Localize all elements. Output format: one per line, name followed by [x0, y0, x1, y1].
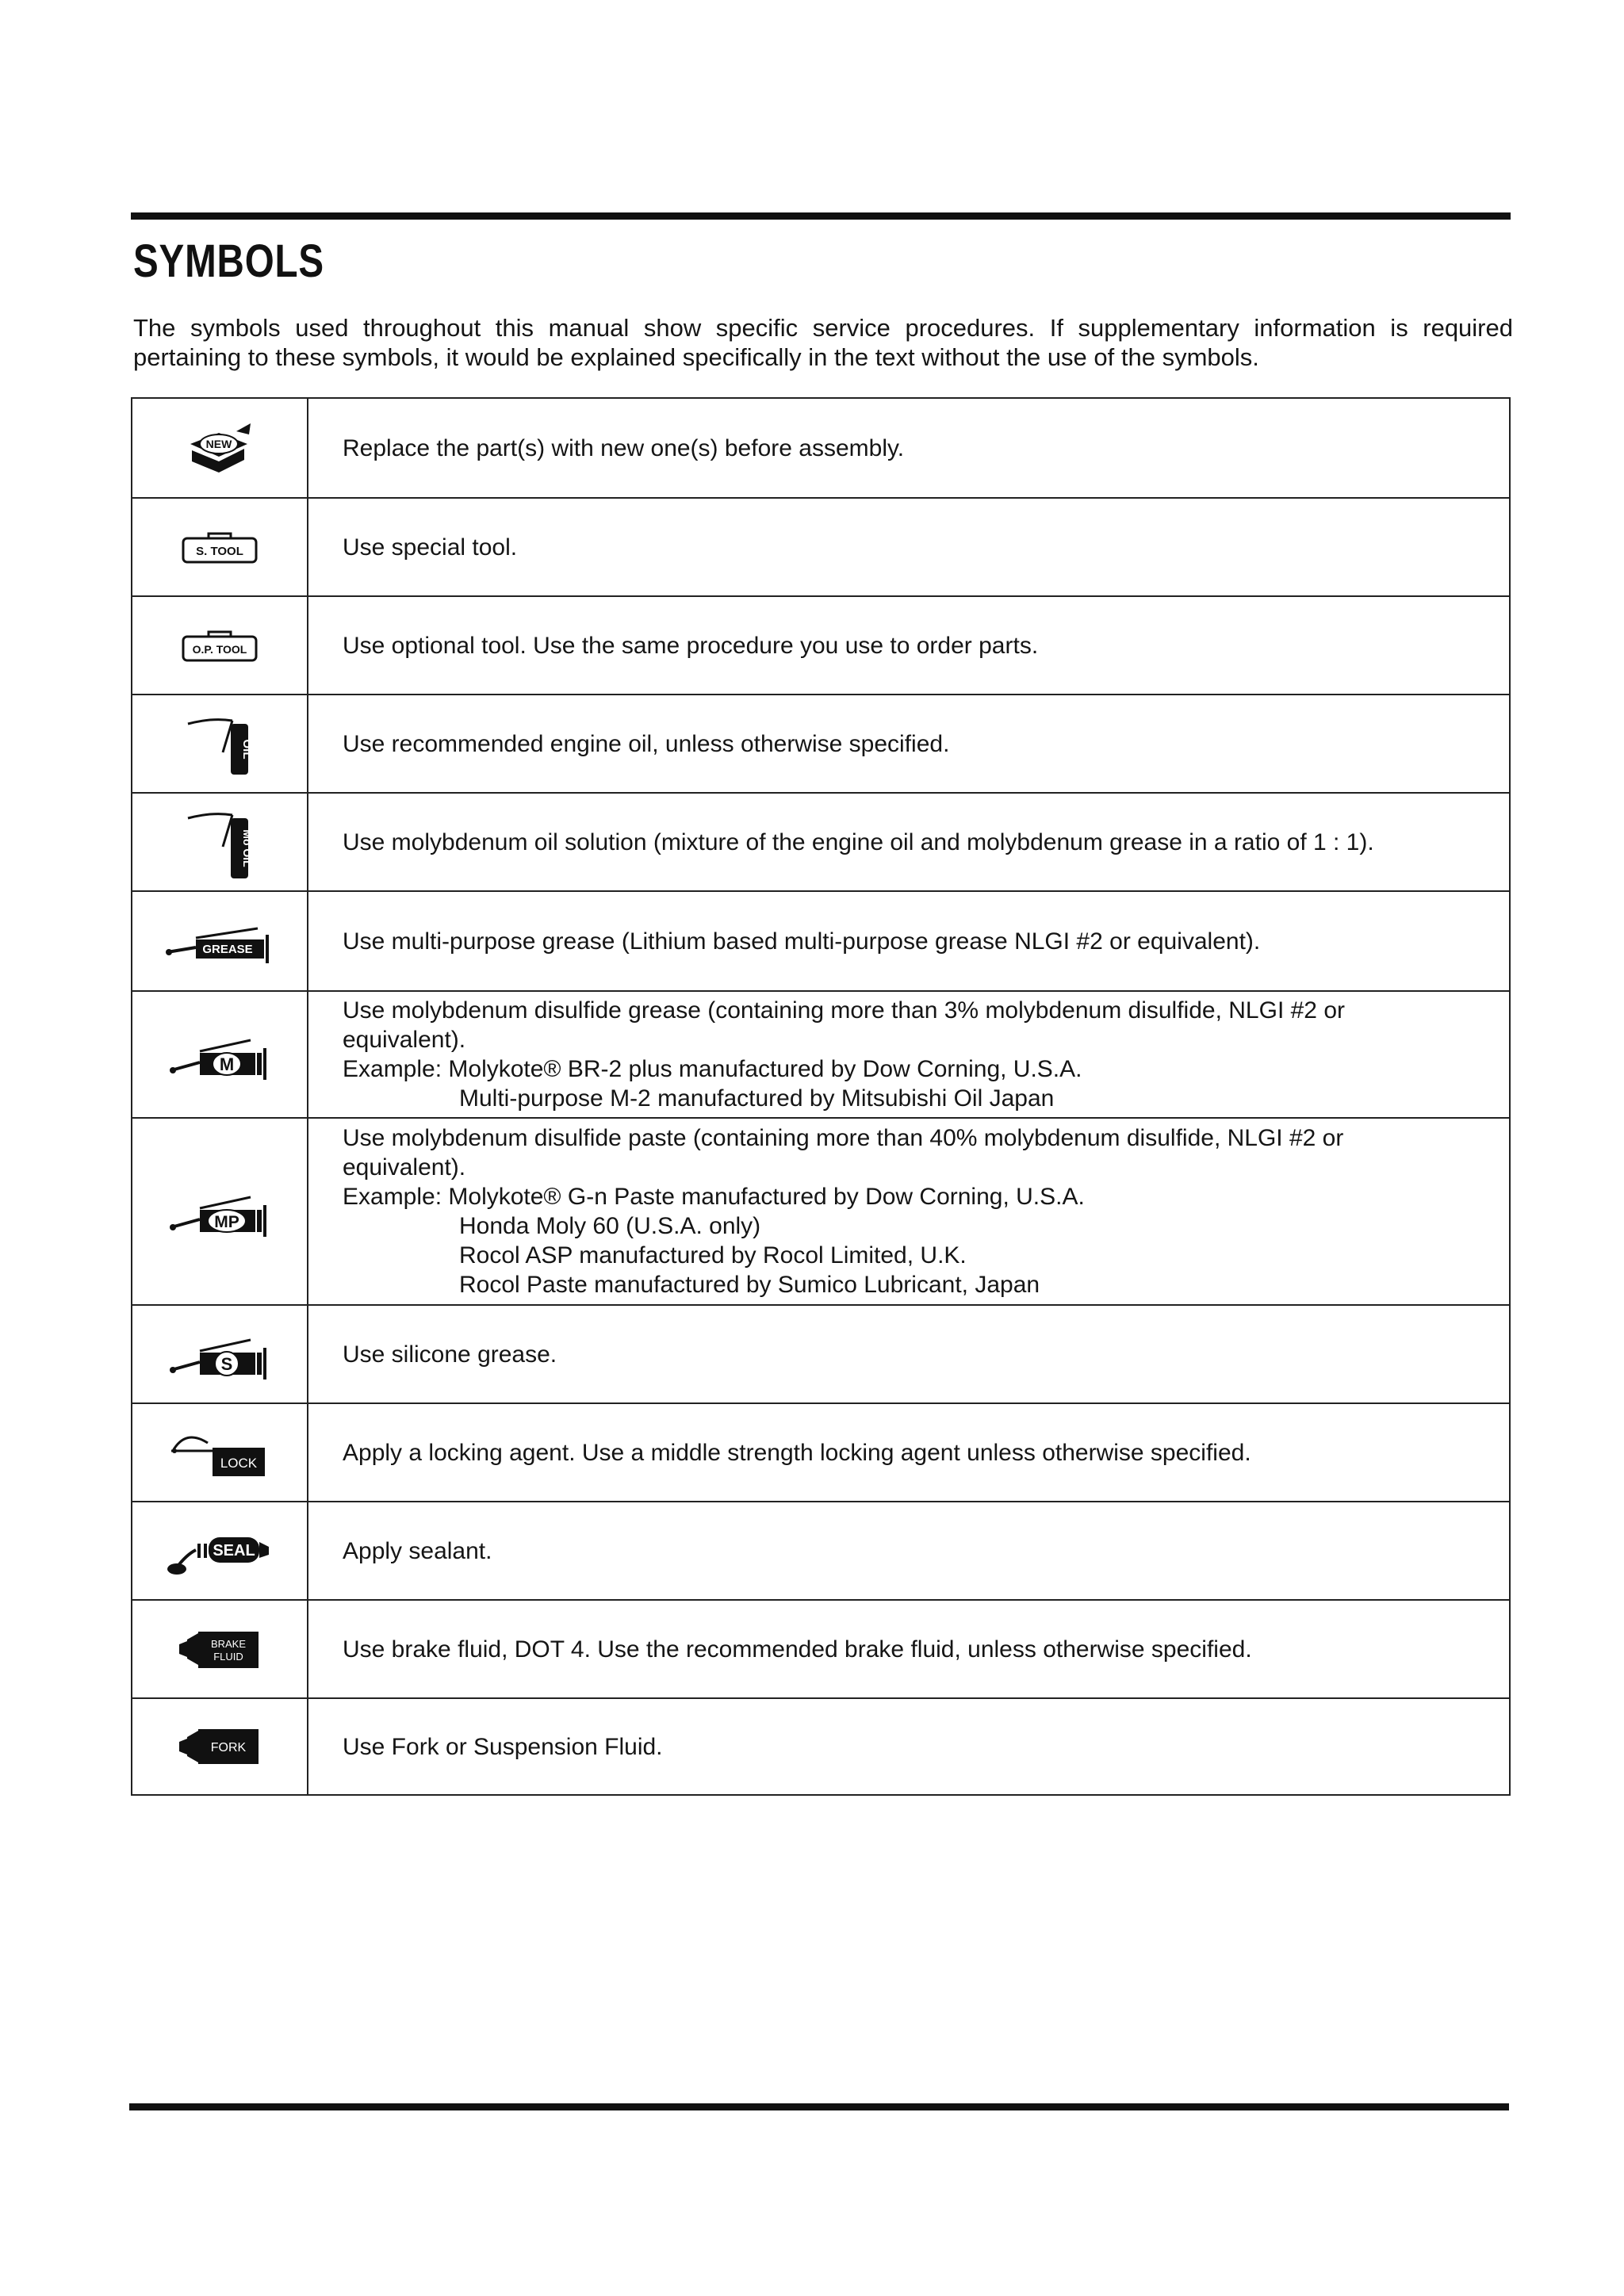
symbol-description: Use optional tool. Use the same procedure you use to order parts. [343, 632, 1039, 659]
symbol-description: Use molybdenum disulfide paste (containing more than 40% molybdenum disulfide, NLGI #2 or [343, 1125, 1344, 1151]
table-row [132, 891, 1510, 991]
symbol-description: Use brake fluid, DOT 4. Use the recommended brake fluid, unless otherwise specified. [343, 1636, 1252, 1663]
table-row [132, 596, 1510, 695]
top-rule [131, 212, 1511, 220]
svg-text:LOCK: LOCK [220, 1456, 258, 1471]
engine-oil-icon [180, 708, 259, 779]
symbols-table [131, 397, 1511, 1796]
optional-tool-icon [180, 626, 259, 665]
page-title: SYMBOLS [133, 235, 324, 287]
symbol-description: Honda Moly 60 (U.S.A. only) [459, 1213, 761, 1239]
bottom-rule [129, 2103, 1509, 2110]
table-row [132, 498, 1510, 596]
table-row [132, 1600, 1510, 1698]
svg-text:BRAKE: BRAKE [210, 1638, 247, 1650]
sealant-icon [164, 1523, 275, 1578]
table-row [132, 1305, 1510, 1403]
symbol-description: Replace the part(s) with new one(s) before assembly. [343, 434, 905, 461]
symbol-description: Use multi-purpose grease (Lithium based multi-purpose grease NLGI #2 or equivalent). [343, 928, 1261, 955]
symbol-description: Example: Molykote® G-n Paste manufactured by Dow Corning, U.S.A. [343, 1184, 1085, 1210]
table-row [132, 1698, 1510, 1795]
molybdenum-oil-icon [180, 802, 259, 882]
fork-fluid-icon [176, 1723, 263, 1770]
svg-text:SEAL: SEAL [213, 1542, 255, 1559]
symbol-description: Multi-purpose M-2 manufactured by Mitsubishi Oil Japan [459, 1085, 1055, 1112]
table-row [132, 398, 1510, 498]
symbol-description: Use molybdenum oil solution (mixture of the engine oil and molybdenum grease in a ratio of 1 : 1). [343, 828, 1374, 855]
svg-text:GREASE: GREASE [202, 943, 253, 956]
intro-paragraph: The symbols used throughout this manual show specific service procedures. If supplementary information is required pertaining to these symbols, it would be explained specifically in the text without the use of the symbols. [133, 314, 1513, 371]
svg-text:MP: MP [214, 1213, 239, 1231]
molybdenum-grease-icon [168, 1029, 271, 1080]
table-row [132, 1118, 1510, 1305]
table-row [132, 991, 1510, 1118]
svg-text:S: S [220, 1354, 233, 1374]
brake-fluid-icon [176, 1625, 263, 1673]
symbol-description: Use molybdenum disulfide grease (containing more than 3% molybdenum disulfide, NLGI #2 or [343, 997, 1345, 1024]
svg-text:NEW: NEW [205, 438, 232, 450]
table-row [132, 695, 1510, 793]
svg-text:FLUID: FLUID [213, 1651, 243, 1663]
svg-text:S. TOOL: S. TOOL [196, 545, 243, 558]
symbol-description: Use Fork or Suspension Fluid. [343, 1733, 663, 1760]
symbol-description: Example: Molykote® BR-2 plus manufactured by Dow Corning, U.S.A. [343, 1056, 1082, 1082]
svg-text:Mo OIL: Mo OIL [241, 829, 254, 867]
symbol-description: Apply a locking agent. Use a middle strength locking agent unless otherwise specified. [343, 1439, 1251, 1466]
table-row [132, 793, 1510, 891]
table-row [132, 1502, 1510, 1600]
symbol-description: Use special tool. [343, 534, 518, 561]
symbol-description: Rocol Paste manufactured by Sumico Lubricant, Japan [459, 1272, 1040, 1298]
table-row [132, 1403, 1510, 1502]
svg-text:OIL: OIL [240, 739, 254, 760]
symbol-description: Use recommended engine oil, unless otherwise specified. [343, 730, 950, 757]
svg-text:FORK: FORK [210, 1741, 247, 1755]
symbol-description: equivalent). [343, 1027, 466, 1053]
symbol-description: Rocol ASP manufactured by Rocol Limited, U.K. [459, 1242, 967, 1269]
molybdenum-paste-icon [168, 1186, 271, 1237]
locking-agent-icon [168, 1427, 271, 1478]
svg-text:O.P. TOOL: O.P. TOOL [192, 643, 247, 656]
silicone-grease-icon [168, 1329, 271, 1380]
symbol-description: Use silicone grease. [343, 1341, 557, 1368]
symbol-description: equivalent). [343, 1154, 466, 1181]
new-part-icon [184, 420, 255, 476]
grease-gun-icon [164, 917, 275, 965]
symbol-description: Apply sealant. [343, 1537, 492, 1564]
svg-text:M: M [219, 1054, 235, 1074]
special-tool-icon [180, 527, 259, 567]
